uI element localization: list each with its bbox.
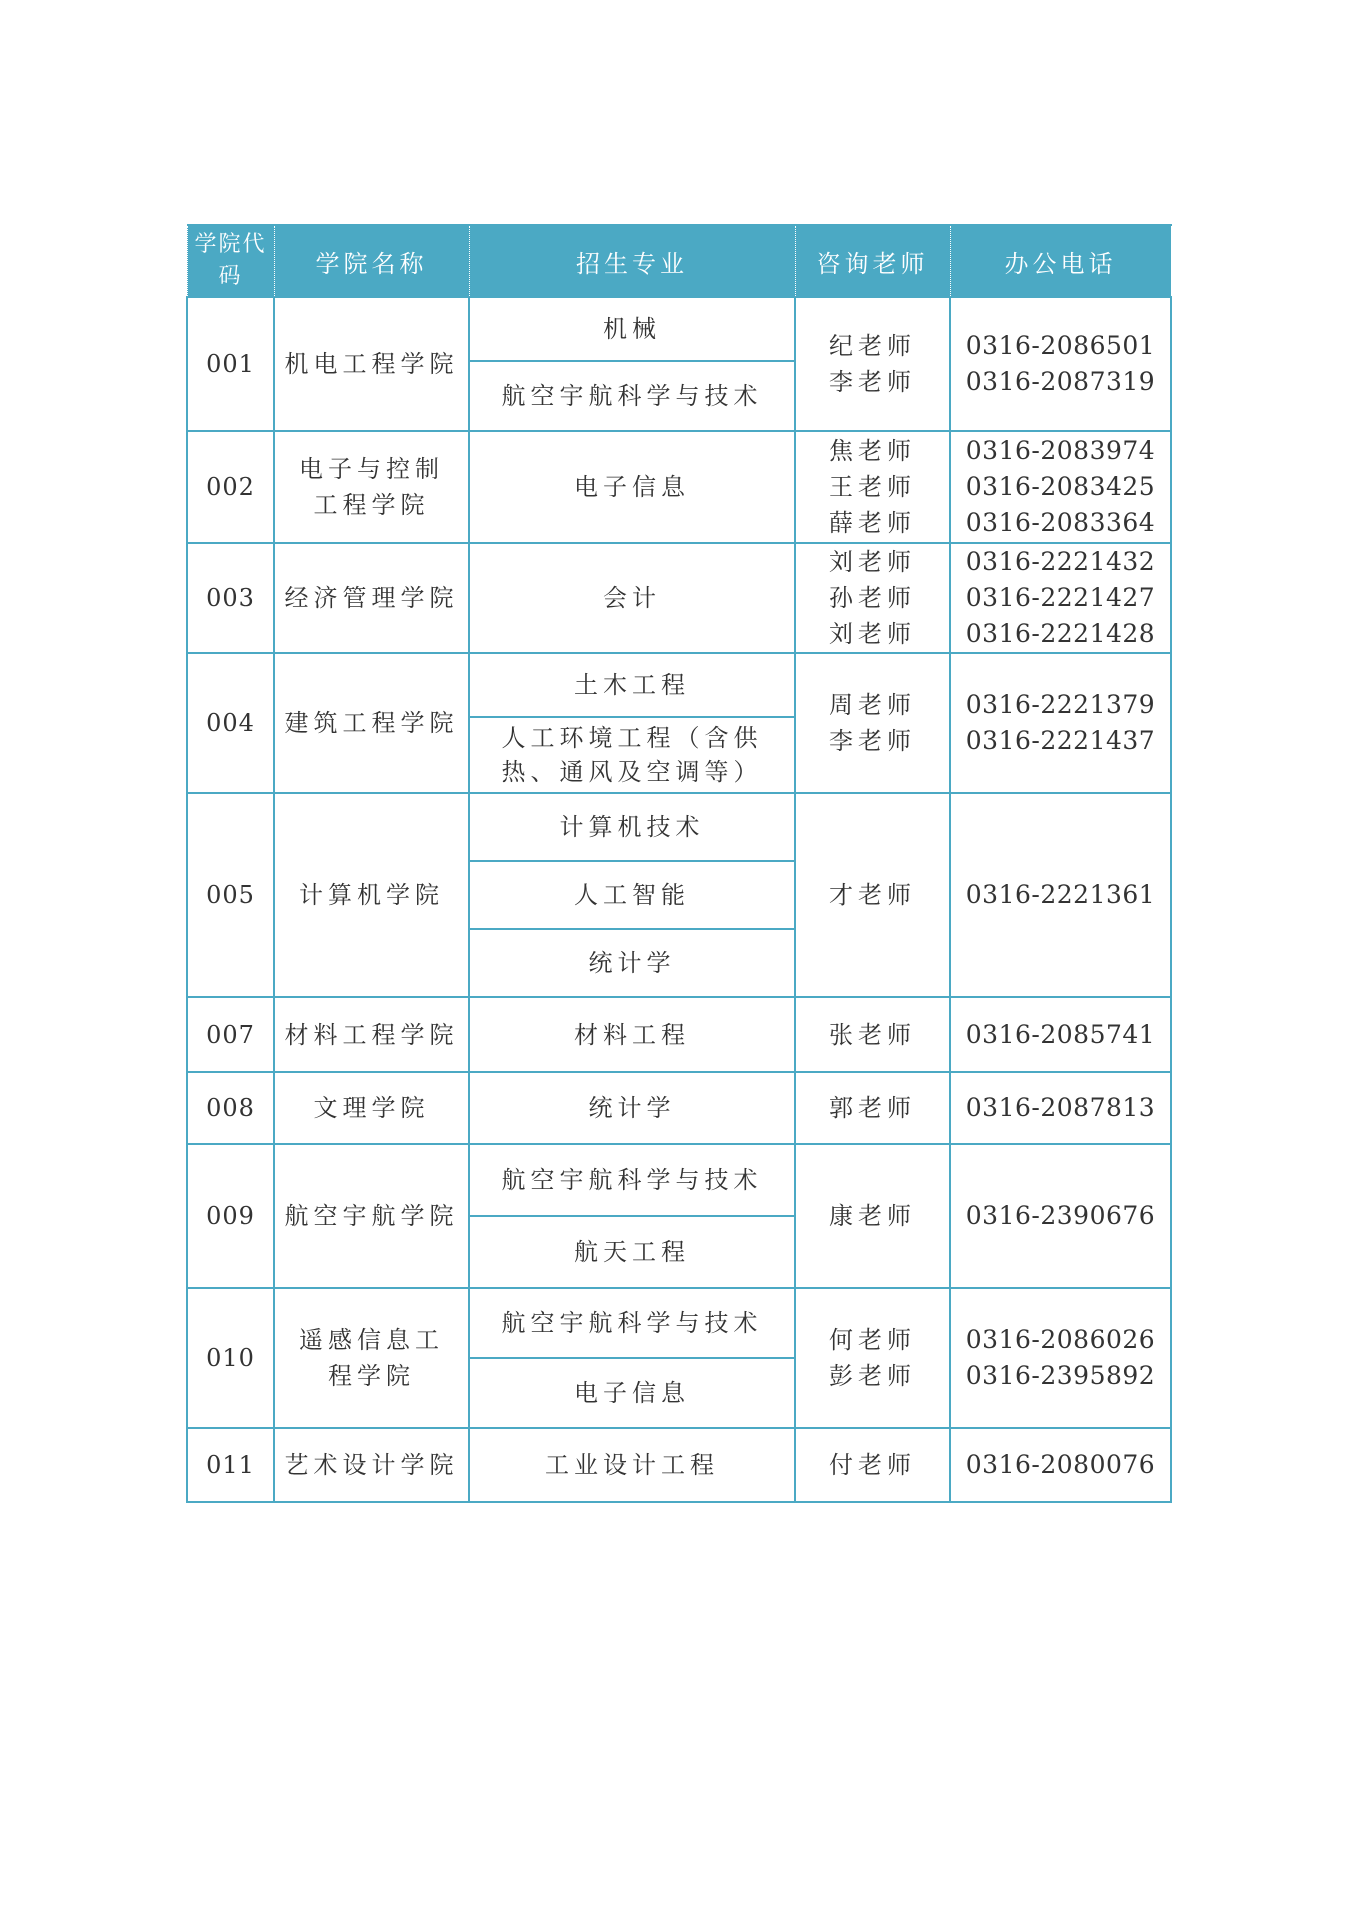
major-cell: [469, 1216, 795, 1288]
major-label: 土木工程: [574, 671, 690, 699]
college-name: 电子与控制工程学院: [274, 431, 469, 543]
phone-cell: [950, 653, 1171, 793]
table-row: [187, 1288, 1171, 1358]
teacher-cell: [795, 653, 950, 793]
phone-number: 0316-2083364: [965, 508, 1156, 537]
college-name: 机电工程学院: [274, 297, 469, 431]
college-code: 005: [187, 793, 274, 997]
phone-number: 0316-2083425: [965, 472, 1156, 501]
major-cell: [469, 1288, 795, 1358]
phone-number: 0316-2087813: [965, 1093, 1156, 1122]
major-label: 统计学: [588, 1094, 676, 1122]
teacher-name: 纪老师: [829, 332, 916, 360]
phone-cell: [950, 1428, 1171, 1502]
phone-number: 0316-2390676: [965, 1201, 1156, 1230]
phone-number: 0316-2221379: [965, 690, 1156, 719]
college-name: 建筑工程学院: [274, 653, 469, 793]
phone-cell: [950, 297, 1171, 431]
major-label: 航空宇航科学与技术: [501, 1309, 763, 1337]
table-body: [187, 297, 1171, 1502]
table-row: [187, 653, 1171, 717]
college-name: 经济管理学院: [274, 543, 469, 653]
phone-number: 0316-2221428: [965, 619, 1156, 648]
major-label: 电子信息: [574, 473, 690, 501]
phone-cell: [950, 1144, 1171, 1288]
college-code: 008: [187, 1072, 274, 1144]
teacher-name: 康老师: [829, 1202, 916, 1230]
phone-number: 0316-2087319: [965, 367, 1156, 396]
college-name: 文理学院: [274, 1072, 469, 1144]
phone-number: 0316-2221427: [965, 583, 1156, 612]
teacher-name: 刘老师: [829, 620, 916, 648]
header-college-name: 学院名称: [274, 225, 469, 297]
college-code: 010: [187, 1288, 274, 1428]
table-row: [187, 1428, 1171, 1502]
college-code: 007: [187, 997, 274, 1072]
table-row: [187, 1072, 1171, 1144]
teacher-name: 张老师: [829, 1020, 916, 1049]
table-row: [187, 543, 1171, 653]
header-teacher: 咨询老师: [795, 225, 950, 297]
table-row: [187, 297, 1171, 361]
major-label: 人工智能: [574, 881, 690, 909]
teacher-cell: [795, 431, 950, 543]
phone-cell: [950, 793, 1171, 997]
teacher-cell: [795, 297, 950, 431]
phone-cell: [950, 997, 1171, 1072]
phone-cell: [950, 543, 1171, 653]
college-name: 艺术设计学院: [274, 1428, 469, 1502]
major-label: 电子信息: [574, 1379, 690, 1407]
major-cell: [469, 1428, 795, 1502]
college-code: 009: [187, 1144, 274, 1288]
major-cell: [469, 929, 795, 997]
teacher-cell: [795, 1428, 950, 1502]
teacher-cell: [795, 1288, 950, 1428]
major-cell: [469, 543, 795, 653]
teacher-name: 彭老师: [829, 1362, 916, 1390]
college-code: 003: [187, 543, 274, 653]
major-label: 计算机技术: [559, 813, 705, 841]
major-label: 人工环境工程（含供热、通风及空调等）: [501, 724, 763, 786]
phone-number: 0316-2080076: [965, 1450, 1156, 1479]
major-label: 航空宇航科学与技术: [501, 1166, 763, 1194]
teacher-cell: [795, 1144, 950, 1288]
college-code: 002: [187, 431, 274, 543]
major-label: 航天工程: [574, 1238, 690, 1266]
phone-number: 0316-2085741: [965, 1019, 1156, 1049]
table-row: [187, 997, 1171, 1072]
major-cell: [469, 793, 795, 861]
teacher-name: 郭老师: [829, 1094, 916, 1122]
phone-number: 0316-2221361: [965, 880, 1156, 909]
teacher-name: 薛老师: [829, 509, 916, 537]
major-cell: [469, 431, 795, 543]
teacher-name: 李老师: [829, 368, 916, 396]
teacher-name: 李老师: [829, 727, 916, 755]
phone-cell: [950, 1288, 1171, 1428]
major-cell: [469, 297, 795, 361]
major-label: 材料工程: [574, 1020, 690, 1049]
teacher-name: 周老师: [829, 691, 916, 719]
major-cell: [469, 717, 795, 793]
college-code: 001: [187, 297, 274, 431]
college-code: 011: [187, 1428, 274, 1502]
phone-number: 0316-2221437: [965, 726, 1156, 755]
major-cell: [469, 1358, 795, 1428]
college-name: 遥感信息工程学院: [274, 1288, 469, 1428]
college-name: 计算机学院: [274, 793, 469, 997]
header-phone: 办公电话: [950, 225, 1171, 297]
college-code: 004: [187, 653, 274, 793]
teacher-cell: [795, 1072, 950, 1144]
table-row: [187, 793, 1171, 861]
phone-cell: [950, 431, 1171, 543]
phone-number: 0316-2221432: [965, 547, 1156, 576]
teacher-name: 刘老师: [829, 548, 916, 576]
college-name: 材料工程学院: [274, 997, 469, 1072]
major-cell: [469, 861, 795, 929]
major-label: 机械: [603, 315, 661, 343]
table-row: [187, 431, 1171, 543]
phone-number: 0316-2395892: [965, 1361, 1156, 1390]
teacher-cell: [795, 793, 950, 997]
phone-number: 0316-2086501: [965, 331, 1156, 360]
major-cell: [469, 997, 795, 1072]
major-label: 航空宇航科学与技术: [501, 382, 763, 410]
header-major: 招生专业: [469, 225, 795, 297]
teacher-name: 何老师: [829, 1326, 916, 1354]
teacher-cell: [795, 543, 950, 653]
phone-number: 0316-2083974: [965, 436, 1156, 465]
phone-number: 0316-2086026: [965, 1325, 1156, 1354]
teacher-name: 焦老师: [829, 437, 916, 465]
major-label: 统计学: [588, 949, 676, 977]
major-cell: [469, 361, 795, 431]
major-cell: [469, 1072, 795, 1144]
major-cell: [469, 653, 795, 717]
college-contact-table: [186, 224, 1172, 1503]
major-label: 会计: [603, 584, 661, 612]
teacher-name: 才老师: [829, 881, 916, 909]
teacher-cell: [795, 997, 950, 1072]
phone-cell: [950, 1072, 1171, 1144]
teacher-name: 付老师: [829, 1451, 916, 1479]
header-college-code: 学院代码: [187, 225, 274, 297]
college-name: 航空宇航学院: [274, 1144, 469, 1288]
major-cell: [469, 1144, 795, 1216]
teacher-name: 王老师: [829, 473, 916, 501]
major-label: 工业设计工程: [545, 1451, 719, 1479]
table-header-row: [187, 225, 1171, 297]
table-row: [187, 1144, 1171, 1216]
teacher-name: 孙老师: [829, 584, 916, 612]
